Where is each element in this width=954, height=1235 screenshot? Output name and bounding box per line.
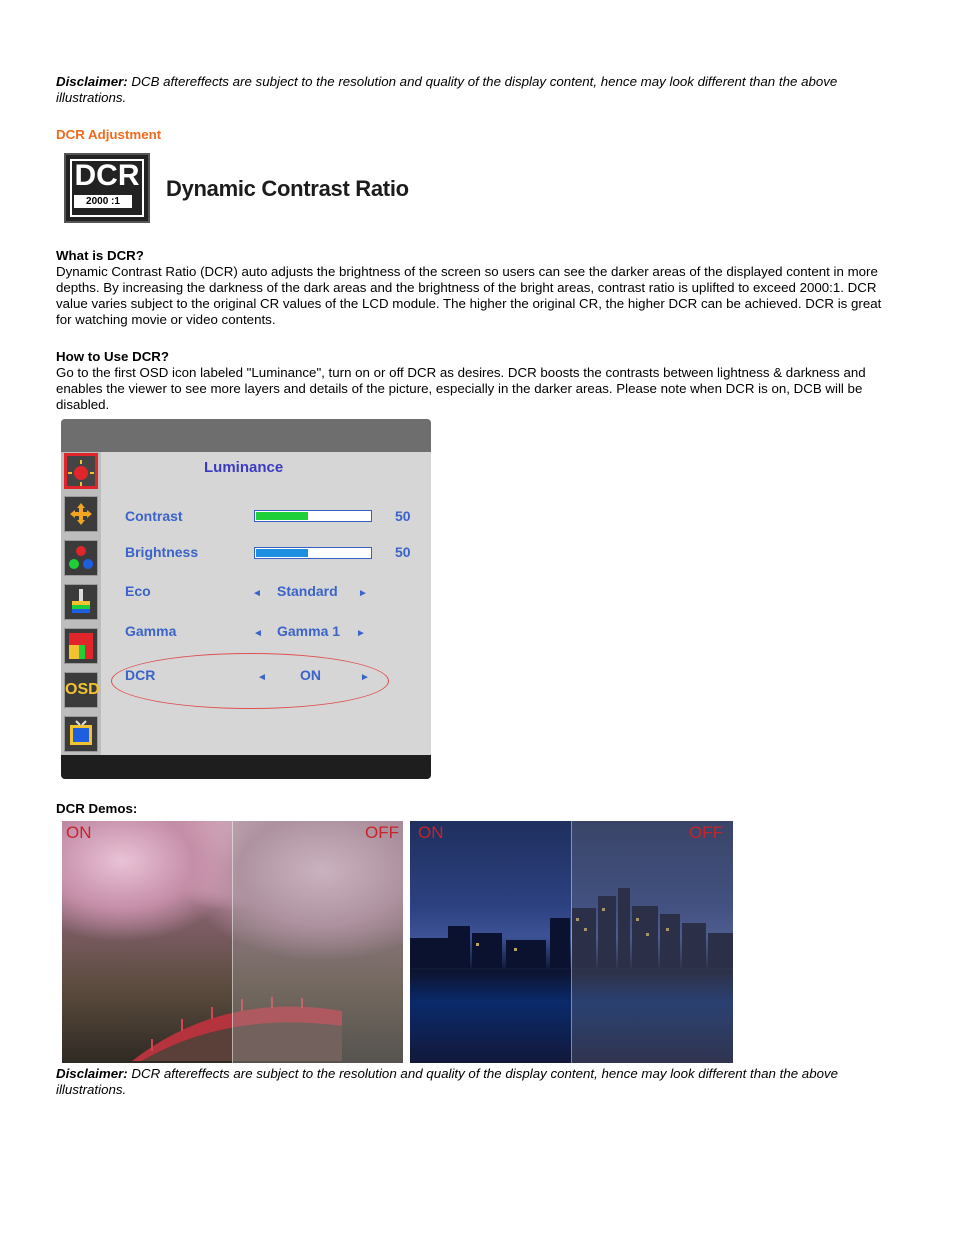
contrast-value: 50 xyxy=(395,508,411,524)
demo-image-blossom xyxy=(62,821,403,1063)
how-to-body: Go to the first OSD icon labeled "Luminance", turn on or off DCR as desires. DCR boosts the contrasts between lightness & darkness and enables the viewer to see more layers and details of the picture, especially in the darker areas. Please note when DCR is on, DCB will be disabled. xyxy=(56,365,866,412)
eco-label: Eco xyxy=(125,583,151,599)
demo-blossom-off-label: OFF xyxy=(365,823,399,842)
luminance-icon xyxy=(64,453,98,489)
brightness-label: Brightness xyxy=(125,544,199,560)
contrast-slider xyxy=(254,510,372,522)
brightness-slider xyxy=(254,547,372,559)
osd-bottom-bar xyxy=(61,755,431,779)
eco-right-arrow-icon: ► xyxy=(358,588,368,599)
dcr-label: DCR xyxy=(125,667,156,683)
dcr-logo-title: Dynamic Contrast Ratio xyxy=(166,176,409,201)
osd-screenshot xyxy=(61,419,431,779)
disclaimer-top xyxy=(56,74,898,106)
gamma-value: Gamma 1 xyxy=(277,623,341,639)
demo-skyline-on-label: ON xyxy=(418,823,444,842)
eco-left-arrow-icon: ◄ xyxy=(252,588,262,599)
dcr-left-arrow-icon: ◄ xyxy=(257,672,267,683)
eco-value: Standard xyxy=(277,583,338,599)
dcr-value: ON xyxy=(300,667,321,683)
demo-blossom-off-half xyxy=(232,821,403,1063)
demo-skyline-off-half xyxy=(571,821,733,1063)
osd-sidebar xyxy=(61,452,101,755)
what-is-section xyxy=(56,248,898,328)
osd-title: Luminance xyxy=(204,459,284,476)
window-icon xyxy=(64,628,98,664)
disclaimer-text: DCB aftereffects are subject to the resolution and quality of the display content, hence may look different than the above illustrations. xyxy=(56,74,838,105)
disclaimer-bottom-label: Disclaimer: xyxy=(56,1066,128,1081)
osd-setup-icon: OSD xyxy=(64,672,98,708)
how-to-heading: How to Use DCR? xyxy=(56,349,170,364)
extra-icon xyxy=(64,716,98,752)
brightness-value: 50 xyxy=(395,544,411,560)
demos-heading: DCR Demos: xyxy=(56,801,138,816)
disclaimer-bottom xyxy=(56,1066,898,1098)
gamma-right-arrow-icon: ► xyxy=(356,628,366,639)
dcr-right-arrow-icon: ► xyxy=(360,672,370,683)
gamma-left-arrow-icon: ◄ xyxy=(253,628,263,639)
disclaimer-bottom-text: DCR aftereffects are subject to the resolution and quality of the display content, hence may look different than the above illustrations. xyxy=(56,1066,839,1097)
contrast-label: Contrast xyxy=(125,508,183,524)
gamma-label: Gamma xyxy=(125,623,177,639)
picture-boost-icon xyxy=(64,584,98,620)
brightness-slider-fill xyxy=(256,549,308,557)
section-title: DCR Adjustment xyxy=(56,127,162,142)
demo-blossom-on-label: ON xyxy=(66,823,92,842)
contrast-slider-fill xyxy=(256,512,308,520)
disclaimer-label: Disclaimer: xyxy=(56,74,128,89)
how-to-section xyxy=(56,349,898,413)
what-is-body: Dynamic Contrast Ratio (DCR) auto adjusts the brightness of the screen so users can see the darker areas of the displayed content in more depths. By increasing the darkness of the dark areas and the brightness of the bright areas, contrast ratio is uplifted to exceed 2000:1. DCR value varies subject to the original CR values of the LCD module. The higher the original CR, the higher DCR can be achieved. DCR is great for watching movie or video contents. xyxy=(56,264,882,327)
image-setup-icon xyxy=(64,496,98,532)
demo-image-skyline xyxy=(410,821,733,1063)
color-setup-icon xyxy=(64,540,98,576)
dcr-logo-text: DCR xyxy=(74,159,140,192)
dcr-logo-ratio: 2000 :1 xyxy=(74,195,132,208)
osd-top-bar xyxy=(61,419,431,452)
dcr-logo xyxy=(64,153,150,223)
demo-skyline-off-label: OFF xyxy=(689,823,723,842)
what-is-heading: What is DCR? xyxy=(56,248,144,263)
dcr-highlight-ellipse xyxy=(111,653,389,709)
